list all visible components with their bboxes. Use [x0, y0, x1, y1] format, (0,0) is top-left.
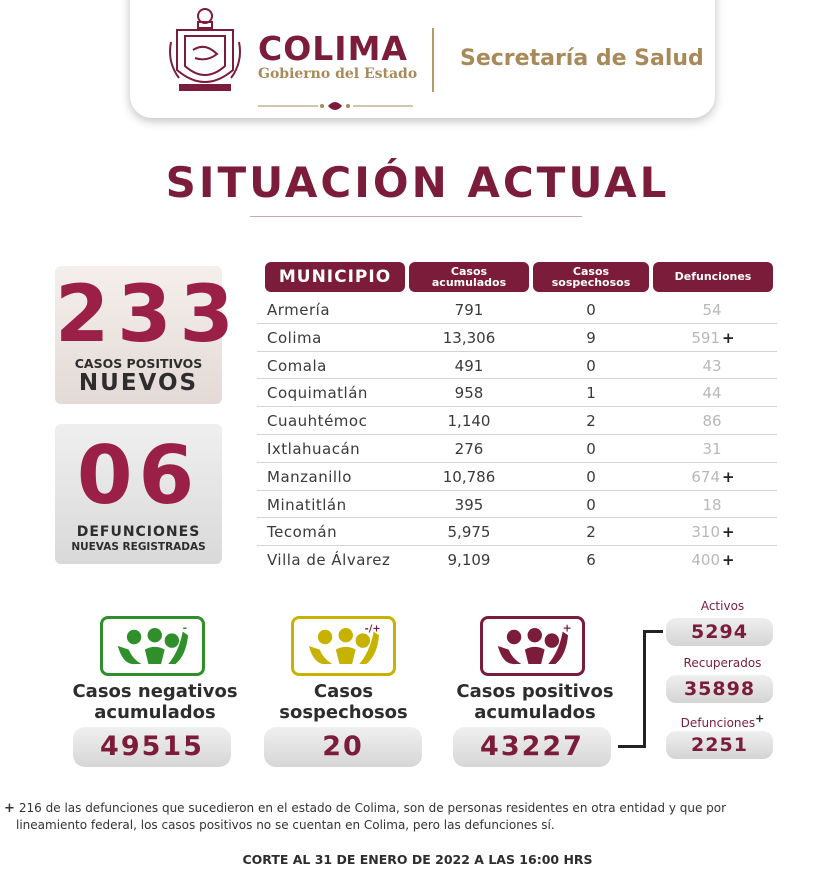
positive-cases-value: 43227: [453, 727, 611, 767]
header-sospechosos-line2: sospechosos: [551, 276, 631, 289]
coat-of-arms-icon: [165, 2, 245, 97]
cell-municipio: Comala: [267, 356, 327, 375]
bracket-vertical: [643, 630, 646, 748]
footnote-line1: 216 de las defunciones que sucedieron en el estado de Colima, son de personas residentes en otra entidad y que por: [18, 801, 727, 815]
cell-sospechosos: 9: [586, 328, 596, 347]
cell-municipio: Coquimatlán: [267, 384, 368, 403]
cell-sospechosos: 0: [586, 301, 596, 319]
defunciones-value: 54: [702, 301, 722, 319]
table-row: [257, 463, 777, 491]
header-divider: [432, 28, 434, 92]
new-cases-label-2: NUEVOS: [78, 370, 199, 396]
suspected-label-line1: Casos: [313, 681, 374, 702]
page-title: SITUACIÓN ACTUAL: [165, 158, 670, 207]
table-row: [257, 296, 777, 324]
cell-municipio: Colima: [267, 328, 322, 347]
cell-acumulados: 958: [454, 384, 484, 403]
new-cases-value: 233: [55, 270, 242, 360]
cell-defunciones: [653, 357, 773, 375]
plus-marker: +: [722, 523, 735, 542]
brand: [258, 29, 418, 82]
defunciones-label-text: Defunciones: [680, 716, 756, 730]
defunciones-value: 674: [691, 467, 721, 486]
cell-sospechosos: 6: [586, 551, 596, 570]
table-header: [257, 262, 777, 296]
positive-cases-label: [440, 681, 630, 723]
cell-municipio: Armería: [267, 301, 331, 319]
header-municipio: MUNICIPIO: [265, 262, 405, 292]
defunciones-value: 591: [691, 328, 721, 347]
suspected-label-line2: sospechosos: [279, 702, 408, 723]
cell-acumulados: 395: [454, 495, 484, 514]
header-acumulados: [409, 262, 529, 292]
cell-defunciones: [653, 384, 773, 402]
cell-municipio: Minatitlán: [267, 495, 347, 514]
cell-acumulados: 10,786: [442, 467, 496, 486]
defunciones-value: 310: [691, 523, 721, 542]
cell-sospechosos: 1: [586, 384, 596, 403]
table-row: [257, 407, 777, 435]
defunciones-value: 2251: [666, 731, 773, 759]
table-row: [257, 352, 777, 380]
positive-cases-icon: [480, 616, 585, 676]
suspected-cases-value: 20: [264, 727, 422, 767]
cell-sospechosos: 0: [586, 356, 596, 375]
cell-sospechosos: 0: [586, 467, 596, 486]
new-deaths-label-2: NUEVAS REGISTRADAS: [71, 541, 206, 553]
defunciones-label: [665, 712, 780, 730]
ornament-icon: [258, 98, 413, 114]
table-body: [257, 296, 777, 574]
new-deaths-label-1: DEFUNCIONES: [76, 524, 201, 540]
defunciones-value: 18: [702, 495, 722, 514]
cell-municipio: Cuauhtémoc: [267, 412, 368, 431]
recuperados-value: 35898: [666, 675, 773, 703]
cell-defunciones: [653, 468, 773, 486]
defunciones-value: 44: [702, 384, 722, 403]
recuperados-label: Recuperados: [683, 656, 762, 670]
table-row: [257, 491, 777, 519]
header-defunciones: Defunciones: [653, 262, 773, 292]
new-deaths-value: 06: [76, 429, 201, 522]
cell-acumulados: 791: [454, 301, 484, 319]
brand-name: COLIMA: [258, 29, 408, 68]
negative-label-line1: Casos negativos: [72, 681, 238, 702]
defunciones-plus: +: [755, 712, 765, 725]
new-cases-card: [55, 266, 242, 404]
cell-acumulados: 1,140: [447, 412, 491, 431]
header-sospechosos: [533, 262, 649, 292]
secretaria-label: Secretaría de Salud: [460, 46, 704, 71]
footnote-line2: lineamiento federal, los casos positivos no se cuentan en Colima, pero las defunciones sí.: [16, 818, 555, 832]
title-rule: [250, 216, 582, 217]
activos-value: 5294: [666, 618, 773, 646]
cell-acumulados: 276: [454, 439, 484, 458]
cell-acumulados: 13,306: [442, 328, 496, 347]
cell-defunciones: [653, 412, 773, 430]
plus-marker: +: [722, 467, 735, 486]
positive-badge: +: [562, 621, 572, 635]
header-card: [130, 0, 715, 118]
defunciones-value: 31: [702, 439, 722, 458]
negative-cases-icon: [100, 616, 205, 676]
cell-defunciones: [653, 301, 773, 319]
positive-label-line2: acumulados: [474, 702, 596, 723]
defunciones-value: 86: [702, 412, 722, 431]
defunciones-value: 400: [691, 551, 721, 570]
table-row: [257, 324, 777, 352]
negative-cases-value: 49515: [73, 727, 231, 767]
footnote-marker: +: [4, 801, 15, 816]
negative-cases-label: [60, 681, 250, 723]
suspected-badge: -/+: [364, 623, 381, 635]
positive-label-line1: Casos positivos: [456, 681, 614, 702]
cell-sospechosos: 2: [586, 523, 596, 542]
cell-municipio: Villa de Álvarez: [267, 551, 391, 570]
municipio-table: [257, 262, 777, 574]
cell-defunciones: [653, 440, 773, 458]
cell-sospechosos: 0: [586, 495, 596, 514]
header-acumulados-line2: acumulados: [431, 276, 507, 289]
brand-subtitle: Gobierno del Estado: [258, 66, 418, 82]
suspected-cases-icon: [291, 616, 396, 676]
cell-sospechosos: 0: [586, 439, 596, 458]
cell-acumulados: 9,109: [447, 551, 491, 570]
negative-label-line2: acumulados: [94, 702, 216, 723]
plus-marker: +: [722, 551, 735, 570]
cutoff-date: CORTE AL 31 DE ENERO DE 2022 A LAS 16:00 HRS: [242, 852, 593, 867]
cell-defunciones: [653, 329, 773, 347]
table-row: [257, 518, 777, 546]
header-sospechosos-line1: Casos: [572, 265, 610, 278]
new-deaths-card: [55, 424, 222, 564]
cell-defunciones: [653, 551, 773, 569]
header-acumulados-line1: Casos: [450, 265, 488, 278]
cell-sospechosos: 2: [586, 412, 596, 431]
cell-defunciones: [653, 496, 773, 514]
table-row: [257, 435, 777, 463]
new-cases-label-1: CASOS POSITIVOS: [74, 356, 203, 371]
cell-municipio: Manzanillo: [267, 467, 352, 486]
bracket-top: [643, 630, 663, 633]
negative-badge: -: [182, 621, 188, 635]
suspected-cases-label: [256, 681, 431, 723]
bracket-connector: [618, 745, 646, 748]
cell-municipio: Ixtlahuacán: [267, 439, 361, 458]
plus-marker: +: [722, 328, 735, 347]
table-row: [257, 379, 777, 407]
cell-defunciones: [653, 523, 773, 541]
cell-acumulados: 491: [454, 356, 484, 375]
defunciones-value: 43: [702, 356, 722, 375]
cell-municipio: Tecomán: [267, 523, 338, 542]
table-row: [257, 546, 777, 574]
activos-label: Activos: [700, 599, 745, 613]
footnote: [4, 800, 834, 834]
cell-acumulados: 5,975: [447, 523, 491, 542]
